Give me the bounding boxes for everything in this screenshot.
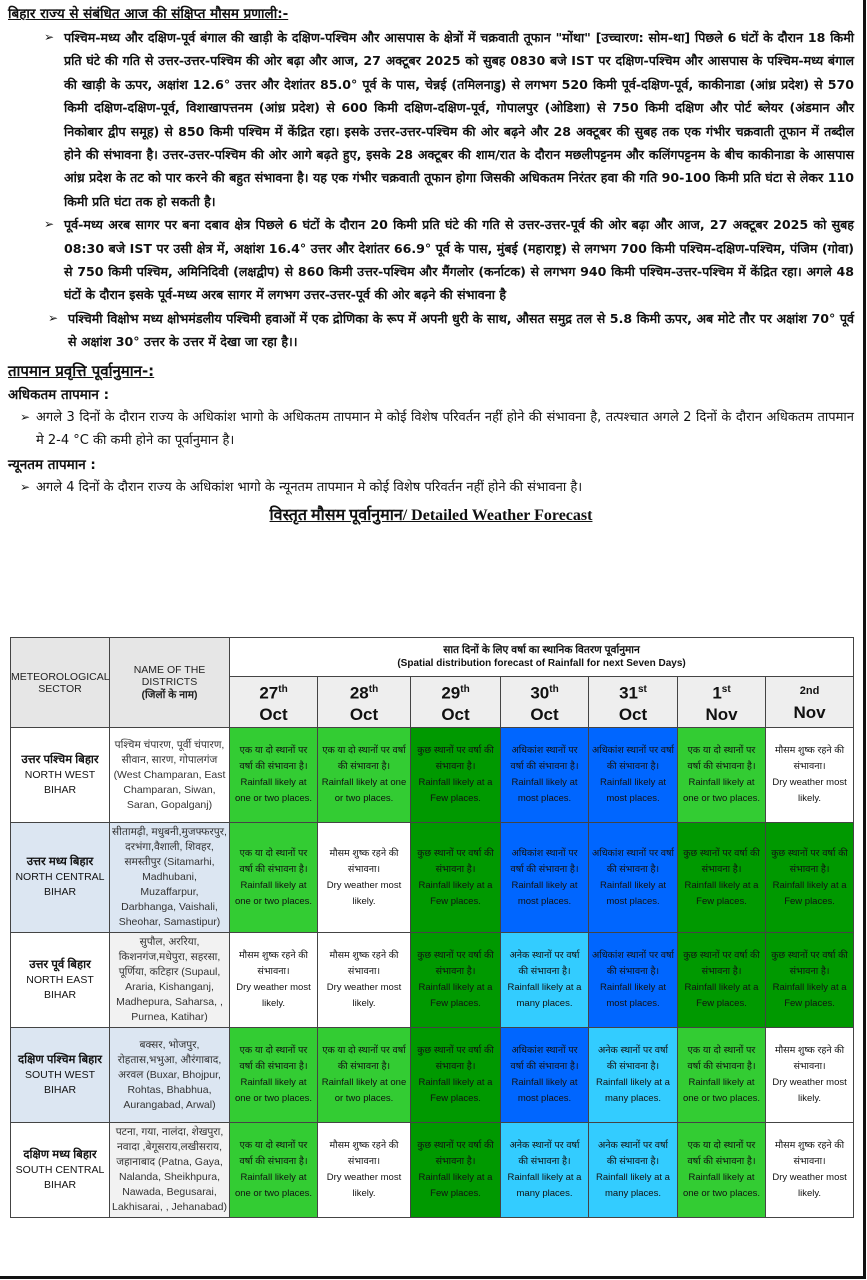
forecast-text-hi: अधिकांश स्थानों पर वर्षा की संभावना है। bbox=[592, 745, 674, 772]
forecast-text-hi: मौसम शुष्क रहने की संभावना। bbox=[329, 1140, 399, 1167]
forecast-text-en: Dry weather most likely. bbox=[326, 1172, 402, 1199]
forecast-text-en: Rainfall likely at a Few places. bbox=[684, 879, 759, 907]
forecast-text-en: Rainfall likely at a Few places. bbox=[772, 879, 847, 907]
forecast-text-hi: कुछ स्थानों पर वर्षा की संभावना है। bbox=[417, 1140, 494, 1167]
arrow-bullet-icon: ➢ bbox=[20, 479, 31, 494]
sector-cell bbox=[11, 823, 110, 933]
forecast-cell-many bbox=[501, 1123, 589, 1218]
forecast-cell-few bbox=[411, 1123, 501, 1218]
date-day-number: 28 bbox=[349, 683, 369, 703]
min-temp-text: अगले 4 दिनों के दौरान राज्य के अधिकांश भागो के न्यूनतम तापमान मे कोई विशेष परिवर्तन नहीं होने की संभावना है। bbox=[36, 479, 583, 495]
forecast-text-en: Dry weather most likely. bbox=[772, 1172, 847, 1199]
forecast-text-en: Rainfall likely at most places. bbox=[511, 879, 578, 907]
date-day-suffix: st bbox=[721, 684, 731, 696]
forecast-text-hi: मौसम शुष्क रहने की संभावना। bbox=[329, 950, 399, 977]
forecast-cell-isolated bbox=[318, 728, 411, 823]
date-day bbox=[230, 679, 317, 704]
max-temp-bullet bbox=[8, 406, 854, 452]
date-day-number: 27 bbox=[259, 683, 279, 703]
synoptic-bullet-text: पश्चिमी विक्षोभ मध्य क्षोभमंडलीय पश्चिमी हवाओं में एक द्रोणिका के रूप में अपनी धुरी के साथ, औसत समुद्र तल से 5.8 किमी ऊपर, अब मोटे तौर पर अक्षांश 70° पूर्व से अक्षांश 30° उत्तर के उत्तर में देखा जा रहा है।। bbox=[68, 310, 854, 350]
forecast-text-en: Rainfall likely at one or two places. bbox=[321, 777, 407, 804]
sector-name-en: SOUTH WEST BIHAR bbox=[25, 1068, 95, 1096]
forecast-text-en: Rainfall likely at a Few places. bbox=[684, 982, 759, 1009]
districts-cell: सुपौल, अररिया, किशनगंज,मधेपुरा, सहरसा, पूर्णिया, कटिहार (Supaul, Araria, Kishanganj, Madhepura, Saharsa, , Purnea, Katihar) bbox=[110, 933, 230, 1028]
forecast-row bbox=[11, 933, 854, 1028]
forecast-text-en: Rainfall likely at a many places. bbox=[507, 1172, 582, 1199]
forecast-text-hi: कुछ स्थानों पर वर्षा की संभावना है। bbox=[771, 950, 848, 977]
forecast-cell-isolated bbox=[230, 823, 318, 933]
forecast-text-hi: अधिकांश स्थानों पर वर्षा की संभावना है। bbox=[592, 950, 674, 977]
forecast-cell-dry bbox=[766, 1123, 854, 1218]
forecast-text-hi: अनेक स्थानों पर वर्षा की संभावना है। bbox=[509, 950, 580, 977]
date-day-number: 29 bbox=[441, 683, 461, 703]
forecast-cell-most bbox=[501, 823, 589, 933]
forecast-text-en: Dry weather most likely. bbox=[772, 777, 847, 804]
date-day-number: 30 bbox=[530, 683, 550, 703]
forecast-cell-most bbox=[589, 933, 678, 1028]
forecast-text-hi: कुछ स्थानों पर वर्षा की संभावना है। bbox=[683, 950, 760, 977]
forecast-text-en: Rainfall likely at a Few places. bbox=[772, 982, 847, 1009]
forecast-text-en: Rainfall likely at most places. bbox=[511, 777, 578, 804]
forecast-cell-most bbox=[501, 728, 589, 823]
forecast-cell-isolated bbox=[678, 728, 766, 823]
forecast-text-hi: कुछ स्थानों पर वर्षा की संभावना है। bbox=[417, 847, 494, 875]
date-day bbox=[501, 679, 588, 704]
date-day-number: 31 bbox=[619, 683, 638, 703]
date-header bbox=[318, 677, 411, 728]
forecast-text-hi: अधिकांश स्थानों पर वर्षा की संभावना है। bbox=[592, 847, 674, 875]
arrow-bullet-icon: ➢ bbox=[44, 217, 55, 232]
temperature-title: तापमान प्रवृत्ति पूर्वानुमान-: bbox=[8, 361, 155, 380]
forecast-text-en: Rainfall likely at one or two places. bbox=[234, 879, 313, 907]
date-day-number: 1 bbox=[712, 683, 722, 703]
forecast-text-en: Rainfall likely at a Few places. bbox=[418, 777, 493, 804]
forecast-cell-few bbox=[766, 823, 854, 933]
forecast-text-hi: एक या दो स्थानों पर वर्षा की संभावना है। bbox=[239, 1045, 308, 1072]
forecast-cell-few bbox=[411, 823, 501, 933]
synoptic-bullet-text: पूर्व-मध्य अरब सागर पर बना दबाव क्षेत्र पिछले 6 घंटों के दौरान 20 किमी प्रति घंटे की गति से उत्तर-उत्तर-पूर्व की ओर बढ़ा और आज, 27 अक्टूबर 2025 को सुबह 08:30 बजे IST पर उसी क्षेत्र में, अक्षांश 16.4° उत्तर और देशांतर 66.9° पूर्व के पास, मुंबई (महाराष्ट्र) से लगभग 700 किमी पश्चिम-दक्षिण-पश्चिम, पंजिम (गोवा) से 750 किमी पश्चिम, अमिनिदिवी (लक्षद्वीप) से 860 किमी उत्तर-पश्चिम और मैंगलोर (कर्नाटक) से लगभग 940 किमी पश्चिम-उत्तर-पश्चिम में केंद्रित रहा। अगले 48 घंटों के दौरान इसके पूर्व-मध्य अरब सागर में लगभग उत्तर-उत्तर-पूर्व की ओर बढ़ने की संभावना है bbox=[64, 217, 854, 303]
forecast-text-hi: मौसम शुष्क रहने की संभावना। bbox=[329, 847, 399, 875]
date-day-suffix: th bbox=[460, 684, 470, 696]
forecast-text-hi: मौसम शुष्क रहने की संभावना। bbox=[775, 1140, 845, 1167]
districts-cell: बक्सर, भोजपुर, रोहतास,भभुआ, औरंगाबाद, अरवल (Buxar, Bhojpur, Rohtas, Bhabhua, Aurangabad, Arwal) bbox=[110, 1028, 230, 1123]
forecast-row bbox=[11, 823, 854, 933]
header-spatial-en: (Spatial distribution forecast of Rainfall for next Seven Days) bbox=[397, 658, 686, 669]
date-header bbox=[411, 677, 501, 728]
sector-name-hi: उत्तर मध्य बिहार bbox=[26, 856, 94, 868]
forecast-text-en: Rainfall likely at one or two places. bbox=[321, 1077, 407, 1104]
synoptic-bullet bbox=[8, 213, 854, 307]
header-spatial-hi: सात दिनों के लिए वर्षा का स्थानिक वितरण पूर्वानुमान bbox=[443, 644, 640, 656]
sector-name-hi: दक्षिण मध्य बिहार bbox=[23, 1148, 97, 1161]
date-day-suffix: th bbox=[278, 684, 288, 696]
min-temp-label: न्यूनतम तापमान : bbox=[8, 456, 96, 473]
date-day bbox=[318, 679, 410, 704]
sector-cell bbox=[11, 728, 110, 823]
forecast-text-en: Rainfall likely at a Few places. bbox=[418, 1172, 493, 1199]
forecast-text-hi: कुछ स्थानों पर वर्षा की संभावना है। bbox=[417, 1045, 494, 1072]
date-month: Oct bbox=[530, 704, 559, 724]
forecast-cell-dry bbox=[230, 933, 318, 1028]
forecast-cell-few bbox=[678, 823, 766, 933]
forecast-cell-few bbox=[411, 933, 501, 1028]
forecast-cell-few bbox=[411, 1028, 501, 1123]
date-day-suffix: th bbox=[549, 684, 559, 696]
forecast-cell-isolated bbox=[230, 728, 318, 823]
forecast-cell-dry bbox=[318, 823, 411, 933]
forecast-cell-many bbox=[501, 933, 589, 1028]
forecast-text-hi: अधिकांश स्थानों पर वर्षा की संभावना है। bbox=[510, 1045, 579, 1072]
forecast-text-hi: एक या दो स्थानों पर वर्षा की संभावना है। bbox=[239, 1140, 308, 1167]
districts-cell: सीतामढ़ी, मधुबनी,मुजफ्फरपुर, दरभंगा,वैशाली, शिवहर, समस्तीपुर (Sitamarhi, Madhubani, Muzaffarpur, Darbhanga, Vaishali, Sheohar, Samastipur) bbox=[110, 823, 230, 933]
forecast-text-hi: एक या दो स्थानों पर वर्षा की संभावना है। bbox=[687, 1140, 756, 1167]
forecast-cell-dry bbox=[766, 728, 854, 823]
districts-cell: पटना, गया, नालंदा, शेखपुरा, नवादा ,बेगूसराय,लखीसराय, जहानाबाद (Patna, Gaya, Nalanda, Sheikhpura, Nawada, Begusarai, Lakhisarai, , Jehanabad) bbox=[110, 1123, 230, 1218]
document-body bbox=[8, 2, 854, 527]
forecast-body bbox=[11, 728, 854, 1218]
sector-name-hi: उत्तर पूर्व बिहार bbox=[29, 958, 91, 971]
forecast-text-en: Rainfall likely at one or two places. bbox=[234, 1172, 313, 1199]
forecast-cell-isolated bbox=[678, 1123, 766, 1218]
synoptic-bullet bbox=[8, 307, 854, 354]
forecast-text-en: Rainfall likely at most places. bbox=[600, 879, 666, 907]
date-month: Oct bbox=[618, 704, 648, 724]
date-month: Nov bbox=[705, 704, 738, 724]
date-month: Nov bbox=[793, 703, 826, 722]
forecast-text-hi: कुछ स्थानों पर वर्षा की संभावना है। bbox=[417, 950, 494, 977]
forecast-text-en: Rainfall likely at a Few places. bbox=[418, 1077, 493, 1104]
forecast-text-en: Rainfall likely at a Few places. bbox=[418, 982, 493, 1009]
synoptic-bullet bbox=[8, 26, 854, 213]
sector-name-en: NORTH WEST BIHAR bbox=[24, 768, 96, 796]
forecast-row bbox=[11, 1028, 854, 1123]
forecast-cell-isolated bbox=[230, 1123, 318, 1218]
forecast-text-hi: अधिकांश स्थानों पर वर्षा की संभावना है। bbox=[510, 745, 579, 772]
forecast-text-hi: एक या दो स्थानों पर वर्षा की संभावना है। bbox=[322, 745, 406, 772]
date-day bbox=[678, 679, 765, 704]
forecast-text-hi: मौसम शुष्क रहने की संभावना। bbox=[238, 950, 309, 977]
date-header bbox=[766, 677, 854, 728]
date-month: Oct bbox=[349, 704, 379, 724]
arrow-bullet-icon: ➢ bbox=[44, 30, 55, 44]
sector-cell bbox=[11, 933, 110, 1028]
date-day bbox=[589, 679, 677, 704]
forecast-text-hi: एक या दो स्थानों पर वर्षा की संभावना है। bbox=[239, 745, 308, 772]
forecast-text-en: Rainfall likely at a Few places. bbox=[418, 879, 493, 907]
sector-cell bbox=[11, 1123, 110, 1218]
arrow-bullet-icon: ➢ bbox=[20, 409, 31, 424]
forecast-text-en: Dry weather most likely. bbox=[772, 1077, 847, 1104]
forecast-cell-many bbox=[589, 1028, 678, 1123]
forecast-text-hi: अनेक स्थानों पर वर्षा की संभावना है। bbox=[509, 1140, 580, 1167]
forecast-text-hi: एक या दो स्थानों पर वर्षा की संभावना है। bbox=[687, 1045, 756, 1072]
header-spatial bbox=[230, 638, 854, 677]
forecast-cell-isolated bbox=[318, 1028, 411, 1123]
forecast-cell-few bbox=[766, 933, 854, 1028]
forecast-text-hi: कुछ स्थानों पर वर्षा की संभावना है। bbox=[771, 847, 848, 875]
max-temp-text: अगले 3 दिनों के दौरान राज्य के अधिकांश भागो के अधिकतम तापमान मे कोई विशेष परिवर्तन नहीं होने की संभावना है, तत्पश्चात अगले 2 दिनों के दौरान अधिकतम तापमान मे 2-4 °C की कमी होने का पूर्वानुमान है। bbox=[36, 409, 854, 448]
header-districts-en: NAME OF THE DISTRICTS bbox=[133, 663, 206, 688]
forecast-text-hi: एक या दो स्थानों पर वर्षा की संभावना है। bbox=[687, 745, 756, 772]
forecast-cell-dry bbox=[766, 1028, 854, 1123]
forecast-text-hi: एक या दो स्थानों पर वर्षा की संभावना है। bbox=[322, 1045, 406, 1072]
forecast-text-en: Rainfall likely at one or two places. bbox=[682, 1172, 761, 1199]
forecast-text-en: Rainfall likely at a many places. bbox=[596, 1172, 670, 1199]
forecast-cell-most bbox=[589, 728, 678, 823]
synoptic-title: बिहार राज्य से संबंधित आज की संक्षिप्त मौसम प्रणाली:- bbox=[8, 6, 289, 22]
forecast-text-en: Rainfall likely at a many places. bbox=[507, 982, 582, 1009]
districts-cell: पश्चिम चंपारण, पूर्वी चंपारण, सीवान, सारण, गोपालगंज (West Champaran, East Champaran, Siwan, Saran, Gopalganj) bbox=[110, 728, 230, 823]
forecast-cell-most bbox=[589, 823, 678, 933]
forecast-cell-few bbox=[411, 728, 501, 823]
date-day bbox=[411, 679, 500, 704]
forecast-text-en: Dry weather most likely. bbox=[236, 982, 311, 1009]
min-temp-bullet bbox=[8, 476, 854, 499]
forecast-row bbox=[11, 728, 854, 823]
forecast-text-en: Rainfall likely at one or two places. bbox=[682, 777, 761, 804]
date-day: 2nd bbox=[799, 685, 820, 697]
sector-name-hi: उत्तर पश्चिम बिहार bbox=[21, 753, 99, 766]
forecast-cell-most bbox=[501, 1028, 589, 1123]
forecast-text-hi: मौसम शुष्क रहने की संभावना। bbox=[775, 1045, 845, 1072]
forecast-text-en: Dry weather most likely. bbox=[326, 982, 402, 1009]
date-month: Oct bbox=[441, 704, 470, 724]
forecast-title: विस्तृत मौसम पूर्वानुमान/ Detailed Weather Forecast bbox=[269, 506, 593, 524]
forecast-cell-isolated bbox=[230, 1028, 318, 1123]
forecast-cell-dry bbox=[318, 1123, 411, 1218]
header-districts-hi: (जिलों के नाम) bbox=[141, 688, 198, 701]
sector-name-en: SOUTH CENTRAL BIHAR bbox=[15, 1163, 105, 1191]
forecast-text-hi: अनेक स्थानों पर वर्षा की संभावना है। bbox=[597, 1045, 669, 1072]
arrow-bullet-icon: ➢ bbox=[48, 310, 59, 325]
forecast-cell-many bbox=[589, 1123, 678, 1218]
forecast-text-en: Rainfall likely at most places. bbox=[600, 982, 666, 1009]
header-districts bbox=[110, 638, 230, 728]
date-month: Oct bbox=[259, 704, 288, 724]
sector-name-en: NORTH CENTRAL BIHAR bbox=[15, 871, 105, 898]
forecast-text-hi: अनेक स्थानों पर वर्षा की संभावना है। bbox=[597, 1140, 669, 1167]
forecast-text-hi: मौसम शुष्क रहने की संभावना। bbox=[775, 745, 845, 772]
forecast-text-en: Rainfall likely at one or two places. bbox=[234, 1077, 313, 1104]
forecast-row bbox=[11, 1123, 854, 1218]
sector-name-en: NORTH EAST BIHAR bbox=[26, 973, 94, 1001]
forecast-cell-few bbox=[678, 933, 766, 1028]
date-header bbox=[589, 677, 678, 728]
sector-cell bbox=[11, 1028, 110, 1123]
forecast-text-en: Rainfall likely at one or two places. bbox=[234, 777, 313, 804]
forecast-text-hi: कुछ स्थानों पर वर्षा की संभावना है। bbox=[417, 745, 494, 772]
date-header bbox=[678, 677, 766, 728]
synoptic-bullet-text: पश्चिम-मध्य और दक्षिण-पूर्व बंगाल की खाड़ी के दक्षिण-पश्चिम और आसपास के क्षेत्रों में चक्रवाती तूफान "मोंथा" [उच्चारण: सोम-था] पिछले 6 घंटों के दौरान 18 किमी प्रति घंटे की गति से उत्तर-उत्तर-पश्चिम की ओर बढ़ा और आज, 27 अक्टूबर 2025 को सुबह 0830 बजे IST पर दक्षिण-पश्चिम और आसपास के पश्चिम-मध्य बंगाल की खाड़ी के ऊपर, अक्षांश 12.6° उत्तर और देशांतर 85.0° पूर्व के पास, चेन्नई (तमिलनाडु) से लगभग 520 किमी पूर्व-दक्षिण-पूर्व, काकीनाडा (आंध्र प्रदेश) से 570 किमी दक्षिण-दक्षिण-पूर्व, विशाखापत्तनम (आंध्र प्रदेश) से 600 किमी दक्षिण-दक्षिण-पूर्व, गोपालपुर (ओडिशा) से 750 किमी दक्षिण और पोर्ट ब्लेयर (अंडमान और निकोबार द्वीप समूह) से 850 किमी पश्चिम में केंद्रित रहा। इसके उत्तर-उत्तर-पश्चिम की ओर बढ़ने और 28 अक्टूबर की सुबह तक एक गंभीर चक्रवाती तूफान में तब्दील होने की संभावना है। उत्तर-उत्तर-पश्चिम की ओर आगे बढ़ते हुए, इसके 28 अक्टूबर की शाम/रात के दौरान मछलीपट्टनम और कलिंगपट्टनम के बीच काकीनाडा के आसपास आंध्र प्रदेश के तट को पार करने की बहुत संभावना है। यह एक गंभीर चक्रवाती तूफान होगा जिसकी अधिकतम निरंतर हवा की गति 90-100 किमी प्रति घंटा से लेकर 110 किमी प्रति घंटा तक हो सकती है। bbox=[64, 30, 854, 209]
sector-name-hi: दक्षिण पश्चिम बिहार bbox=[18, 1053, 102, 1066]
forecast-cell-isolated bbox=[678, 1028, 766, 1123]
forecast-text-hi: एक या दो स्थानों पर वर्षा की संभावना है। bbox=[239, 847, 308, 875]
date-day-suffix: st bbox=[638, 684, 647, 696]
forecast-text-hi: कुछ स्थानों पर वर्षा की संभावना है। bbox=[683, 847, 760, 875]
forecast-text-en: Rainfall likely at a many places. bbox=[596, 1077, 670, 1104]
date-header bbox=[501, 677, 589, 728]
forecast-text-en: Rainfall likely at most places. bbox=[600, 777, 666, 804]
forecast-text-en: Dry weather most likely. bbox=[326, 879, 402, 907]
forecast-text-hi: अधिकांश स्थानों पर वर्षा की संभावना है। bbox=[510, 847, 579, 875]
forecast-text-en: Rainfall likely at one or two places. bbox=[682, 1077, 761, 1104]
date-day-suffix: th bbox=[368, 684, 379, 696]
max-temp-label: अधिकतम तापमान : bbox=[8, 386, 109, 403]
forecast-table bbox=[10, 637, 854, 1218]
header-sector: METEOROLOGICAL SECTOR bbox=[11, 638, 110, 728]
date-header bbox=[230, 677, 318, 728]
forecast-cell-dry bbox=[318, 933, 411, 1028]
forecast-text-en: Rainfall likely at most places. bbox=[511, 1077, 578, 1104]
